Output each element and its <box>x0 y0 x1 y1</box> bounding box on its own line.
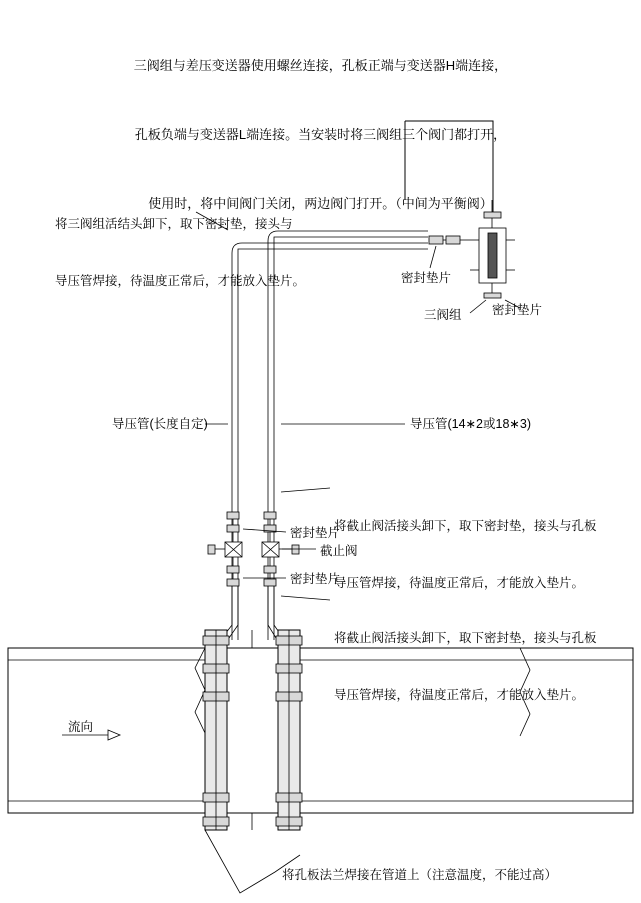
note-low-right-line1: 将截止阀活接头卸下，取下密封垫，接头与孔板 <box>334 631 597 645</box>
note-bottom: 将孔板法兰焊接在管道上（注意温度，不能过高） <box>282 868 558 882</box>
note-low-right <box>334 591 597 743</box>
header-line-2: 孔板负端与变送器L端连接。当安装时将三阀组三个阀门都打开， <box>134 127 507 142</box>
note-top-left-line2: 导压管焊接，待温度正常后，才能放入垫片。 <box>55 274 306 288</box>
top-leader-frame <box>405 121 493 218</box>
note-top-left <box>55 177 305 329</box>
label-seal-gasket-c: 密封垫片 <box>290 526 341 540</box>
label-seal-gasket-d: 密封垫片 <box>290 572 341 586</box>
orifice-plate-flange <box>203 630 302 830</box>
note-mid-right-line2: 导压管焊接，待温度正常后，才能放入垫片。 <box>334 576 585 590</box>
label-flow-direction: 流向 <box>68 720 94 734</box>
label-stop-valve: 截止阀 <box>320 544 358 558</box>
label-impulse-pipe-right: 导压管(14∗2或18∗3) <box>410 417 531 431</box>
label-seal-gasket-a: 密封垫片 <box>401 271 452 285</box>
note-top-left-line1: 将三阀组活结头卸下，取下密封垫，接头与 <box>55 217 293 231</box>
stop-valve-left <box>208 512 242 586</box>
header-line-3: 使用时，将中间阀门关闭，两边阀门打开。（中间为平衡阀） <box>148 196 493 211</box>
note-mid-right-line1: 将截止阀活接头卸下，取下密封垫，接头与孔板 <box>334 519 597 533</box>
header-line-1: 三阀组与差压变送器使用螺丝连接，孔板正端与变送器H端连接， <box>133 58 508 73</box>
label-impulse-pipe-left: 导压管(长度自定) <box>112 417 208 431</box>
label-three-valve-group: 三阀组 <box>424 308 462 322</box>
label-seal-gasket-b: 密封垫片 <box>492 303 543 317</box>
note-low-right-line2: 导压管焊接，待温度正常后，才能放入垫片。 <box>334 688 585 702</box>
